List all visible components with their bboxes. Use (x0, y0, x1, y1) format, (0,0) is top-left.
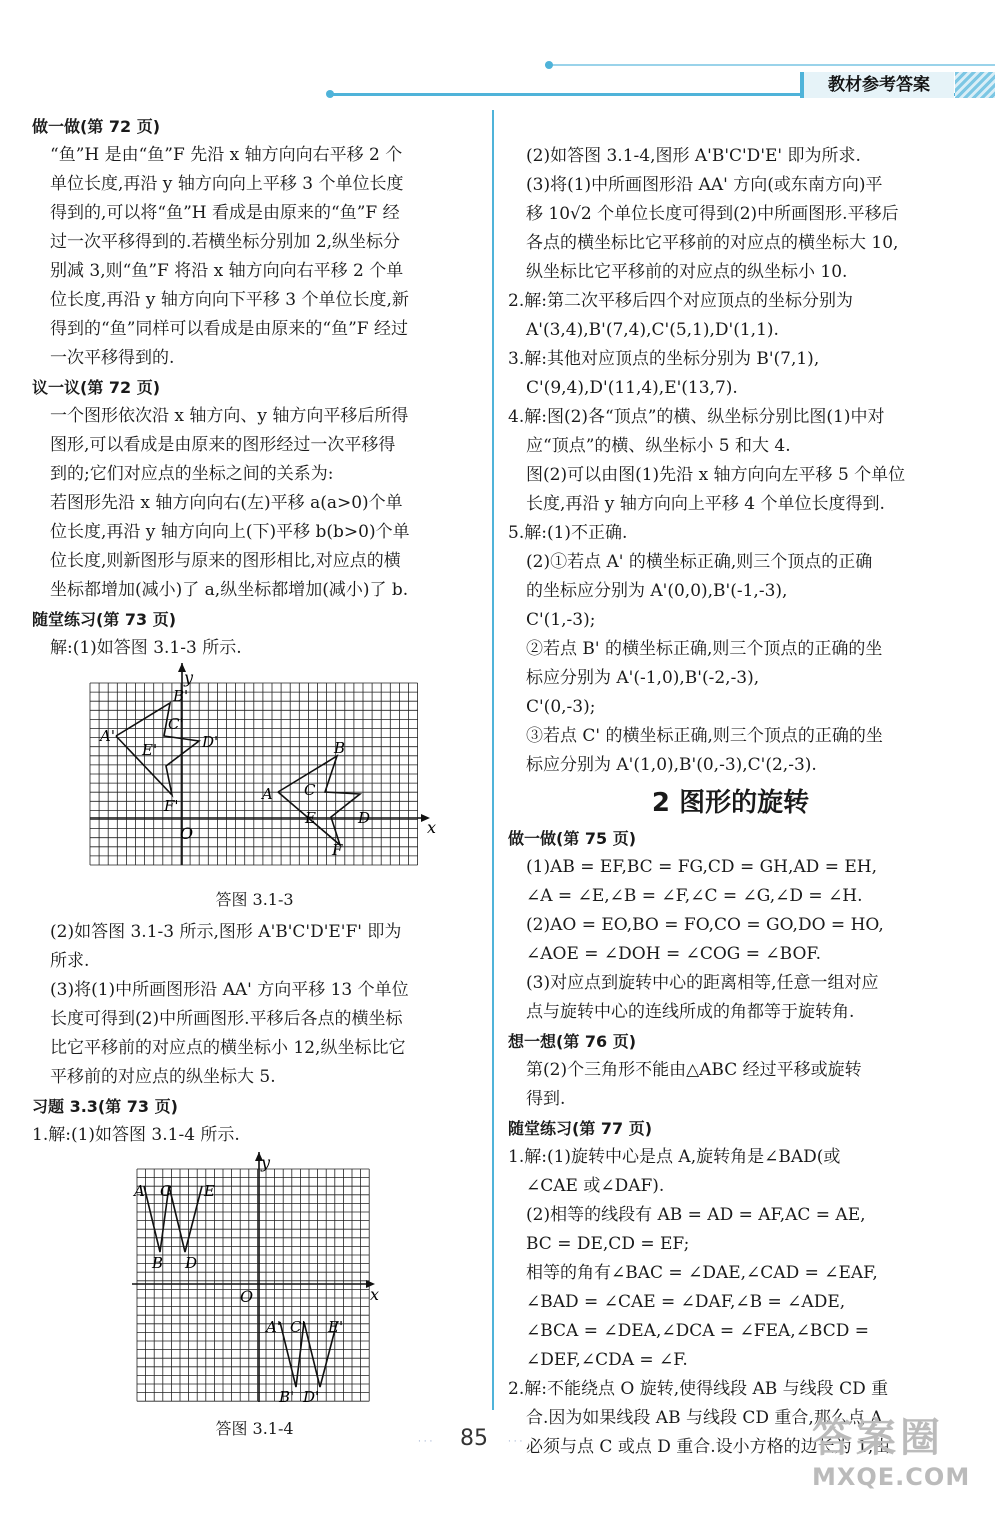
figure-3-1-3 (32, 663, 477, 885)
label-B1: B' (279, 1388, 295, 1406)
text-line: (2)如答图 3.1-3 所示,图形 A'B'C'D'E'F' 即为 (50, 922, 402, 942)
label-y: y (184, 668, 194, 687)
text-line: BC = DE,CD = EF; (526, 1234, 690, 1254)
text-line: 合.因为如果线段 AB 与线段 CD 重合,那么点 A (526, 1408, 883, 1428)
text-line: ∠A = ∠E,∠B = ∠F,∠C = ∠G,∠D = ∠H. (526, 886, 863, 906)
paragraph (508, 142, 953, 287)
label-A: A (262, 785, 273, 803)
text-line: 标应分别为 A'(-1,0),B'(-2,-3), (526, 668, 760, 688)
label-B: B (334, 739, 346, 757)
answer-3 (508, 345, 953, 403)
header-dot (326, 90, 334, 98)
label-x: x (370, 1285, 380, 1304)
text-line: 过一次平移得到的.若横坐标分别加 2,纵坐标分 (50, 232, 401, 252)
paragraph (508, 853, 953, 1027)
text-line: 平移前的对应点的纵坐标大 5. (50, 1067, 276, 1087)
text-line: (3)将(1)中所画图形沿 AA' 方向(或东南方向)平 (526, 175, 883, 195)
label-F1: F' (164, 797, 179, 815)
text-line: ∠BCA = ∠DEA,∠DCA = ∠FEA,∠BCD = (526, 1321, 870, 1341)
text-line: 位长度,再沿 y 轴方向向下平移 3 个单位长度,新 (50, 290, 409, 310)
section-title: 2 图形的旋转 (651, 788, 810, 818)
answer-1 (508, 1143, 953, 1375)
text-line: ∠DEF,∠CDA = ∠F. (526, 1350, 688, 1370)
label-O: O (240, 1287, 254, 1306)
label-D: D (358, 809, 371, 827)
text-line: 所求. (50, 951, 90, 971)
answer-line: 1.解:(1)如答图 3.1-4 所示. (32, 1125, 240, 1145)
answer-4 (508, 403, 953, 519)
label-A1: A' (266, 1318, 281, 1336)
text-line: 比它平移前的对应点的横坐标小 12,纵坐标比它 (50, 1038, 406, 1058)
label-C1: C' (168, 715, 184, 733)
text-line: ∠CAE 或∠DAF). (526, 1176, 665, 1196)
text-line: 的坐标应分别为 A'(0,0),B'(-1,-3), (526, 581, 788, 601)
text-line: 必须与点 C 或点 D 重合.设小方格的边长为 1,由 (526, 1437, 891, 1457)
text-line: 2.解:第二次平移后四个对应顶点的坐标分别为 (508, 291, 853, 311)
text-line: (1)AB = EF,BC = FG,CD = GH,AD = EH, (526, 857, 877, 877)
text-line: 别减 3,则“鱼”F 将沿 x 轴方向向右平移 2 个单 (50, 261, 404, 281)
answer-2 (508, 287, 953, 345)
right-column (508, 142, 953, 1462)
page-number: 85 (460, 1426, 488, 1451)
label-O: O (180, 824, 194, 843)
text-line: ②若点 B' 的横坐标正确,则三个顶点的正确的坐 (526, 639, 883, 659)
label-B: B (152, 1254, 164, 1272)
text-line: 第(2)个三角形不能由△ABC 经过平移或旋转 (526, 1060, 862, 1080)
paragraph (32, 402, 477, 605)
text-line: ∠AOE = ∠DOH = ∠COG = ∠BOF. (526, 944, 821, 964)
text-line: 标应分别为 A'(1,0),B'(0,-3),C'(2,-3). (526, 755, 817, 775)
figure-3-1-4 (32, 1152, 477, 1414)
text-line: C'(9,4),D'(11,4),E'(13,7). (526, 378, 738, 398)
left-column (32, 112, 477, 1443)
text-line: 得到的,可以将“鱼”H 看成是由原来的“鱼”F 经 (50, 203, 400, 223)
text-line: (2)①若点 A' 的横坐标正确,则三个顶点的正确 (526, 552, 873, 572)
text-line: 单位长度,再沿 y 轴方向向上平移 3 个单位长度 (50, 174, 404, 194)
fish-shape-prime (116, 703, 199, 795)
text-line: 移 10√2 个单位长度可得到(2)中所画图形.平移后 (526, 204, 899, 224)
text-line: (2)相等的线段有 AB = AD = AF,AC = AE, (526, 1205, 866, 1225)
text-line: 一次平移得到的. (50, 348, 175, 368)
header-rule-thin (545, 64, 995, 66)
grid (90, 683, 418, 865)
label-D1: D' (202, 733, 219, 751)
text-line: 一个图形依次沿 x 轴方向、y 轴方向平移后所得 (50, 406, 409, 426)
text-line: “鱼”H 是由“鱼”F 先沿 x 轴方向向右平移 2 个 (50, 145, 403, 165)
paragraph (32, 141, 477, 373)
text-line: ③若点 C' 的横坐标正确,则三个顶点的正确的坐 (526, 726, 883, 746)
text-line: 若图形先沿 x 轴方向向右(左)平移 a(a>0)个单 (50, 493, 403, 513)
text-line: 图形,可以看成是由原来的图形经过一次平移得 (50, 435, 396, 455)
text-line: 位长度,则新图形与原来的图形相比,对应点的横 (50, 551, 401, 571)
text-line: 位长度,再沿 y 轴方向向上(下)平移 b(b>0)个单 (50, 522, 410, 542)
grid (137, 1169, 369, 1401)
section-heading: 随堂练习(第 77 页) (508, 1119, 653, 1138)
label-F: F (332, 841, 343, 859)
label-E1: E' (328, 1318, 344, 1336)
section-heading: 议一议(第 72 页) (32, 378, 161, 397)
text-line: 到的;它们对应点的坐标之间的关系为: (50, 464, 334, 484)
label-C1: C' (290, 1318, 306, 1336)
text-line: 得到. (526, 1089, 566, 1109)
section-heading: 随堂练习(第 73 页) (32, 610, 177, 629)
label-C: C (160, 1182, 172, 1200)
text-line: 坐标都增加(减小)了 a,纵坐标都增加(减小)了 b. (50, 580, 409, 600)
label-A: A (134, 1182, 145, 1200)
label-C: C (304, 781, 316, 799)
header-stripe (955, 72, 995, 98)
paragraph (508, 1056, 953, 1114)
text-line: 点与旋转中心的连线所成的角都等于旋转角. (526, 1002, 855, 1022)
text-line: 图(2)可以由图(1)先沿 x 轴方向向左平移 5 个单位 (526, 465, 906, 485)
label-B1: B' (173, 687, 189, 705)
text-line: 2.解:不能绕点 O 旋转,使得线段 AB 与线段 CD 重 (508, 1379, 889, 1399)
answer-line: 解:(1)如答图 3.1-3 所示. (50, 638, 242, 658)
section-heading: 习题 3.3(第 73 页) (32, 1097, 178, 1116)
label-D1: D' (303, 1388, 320, 1406)
text-line: 3.解:其他对应顶点的坐标分别为 B'(7,1), (508, 349, 820, 369)
watermark-logo: 答案圈 MXQE.COM (812, 1415, 971, 1491)
text-line: C'(1,-3); (526, 610, 596, 630)
label-E: E (305, 809, 316, 827)
page-decoration: · · · (508, 1437, 523, 1447)
column-divider (492, 110, 494, 1410)
figure-caption: 答图 3.1-3 (215, 890, 294, 909)
label-E1: E' (142, 741, 158, 759)
label-A1: A' (100, 727, 115, 745)
answer-5 (508, 519, 953, 780)
header-dot (545, 61, 553, 69)
header-title: 教材参考答案 (800, 72, 954, 98)
text-line: 长度可得到(2)中所画图形.平移后各点的横坐标 (50, 1009, 403, 1029)
section-heading: 做一做(第 72 页) (32, 117, 161, 136)
label-y: y (261, 1153, 271, 1172)
text-line: 相等的角有∠BAC = ∠DAE,∠CAD = ∠EAF, (526, 1263, 878, 1283)
label-E: E (204, 1182, 215, 1200)
text-line: (2)AO = EO,BO = FO,CO = GO,DO = HO, (526, 915, 884, 935)
text-line: C'(0,-3); (526, 697, 596, 717)
text-line: (2)如答图 3.1-4,图形 A'B'C'D'E' 即为所求. (526, 146, 861, 166)
text-line: ∠BAD = ∠CAE = ∠DAF,∠B = ∠ADE, (526, 1292, 846, 1312)
text-line: 长度,再沿 y 轴方向向上平移 4 个单位长度得到. (526, 494, 885, 514)
text-line: 1.解:(1)旋转中心是点 A,旋转角是∠BAD(或 (508, 1147, 841, 1167)
text-line: 各点的横坐标比它平移前的对应点的横坐标大 10, (526, 233, 899, 253)
figure-caption: 答图 3.1-4 (215, 1419, 294, 1438)
label-D: D (185, 1254, 198, 1272)
section-heading: 做一做(第 75 页) (508, 829, 637, 848)
text-line: 4.解:图(2)各“顶点”的横、纵坐标分别比图(1)中对 (508, 407, 885, 427)
text-line: 得到的“鱼”同样可以看成是由原来的“鱼”F 经过 (50, 319, 408, 339)
text-line: (3)将(1)中所画图形沿 AA' 方向平移 13 个单位 (50, 980, 409, 1000)
text-line: 应“顶点”的横、纵坐标小 5 和大 4. (526, 436, 791, 456)
page-decoration: · · · (418, 1437, 433, 1447)
section-heading: 想一想(第 76 页) (508, 1032, 637, 1051)
zigzag-original (144, 1186, 202, 1252)
text-line: 5.解:(1)不正确. (508, 523, 628, 543)
text-line: (3)对应点到旋转中心的距离相等,任意一组对应 (526, 973, 879, 993)
text-line: A'(3,4),B'(7,4),C'(5,1),D'(1,1). (526, 320, 779, 340)
paragraph (32, 918, 477, 1092)
label-x: x (427, 818, 437, 837)
text-line: 纵坐标比它平移前的对应点的纵坐标小 10. (526, 262, 848, 282)
